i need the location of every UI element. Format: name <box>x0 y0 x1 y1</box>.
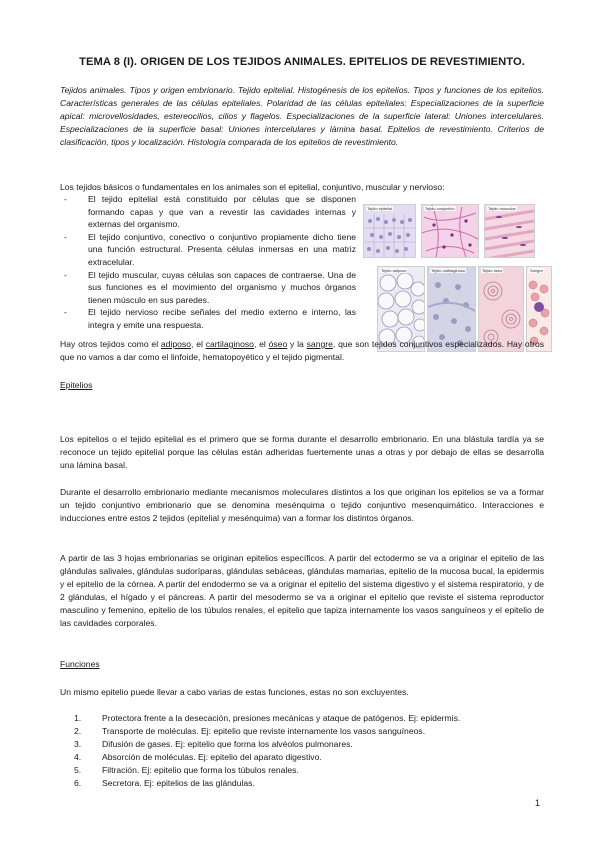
funciones-paragraph: Un mismo epitelio puede llevar a cabo varias de estas funciones, estas no son excluyentes. <box>60 687 409 697</box>
list-item: - El tejido muscular, cuyas células son capaces de contraerse. Una de sus funciones es el movimiento del organismo y muchos órganos tienen músculo en sus paredes. <box>64 269 356 305</box>
page-number: 1 <box>535 798 541 808</box>
list-item: 2. Transporte de moléculas. Ej: epitelio que reviste internamente los vasos sanguíneos. <box>74 726 426 737</box>
list-item: - El tejido nervioso recibe señales del medio externo e interno, las integra y emite una respuesta. <box>64 307 356 330</box>
micrograph-epitelial: Tejido epitelial <box>363 204 416 258</box>
list-item: - El tejido conjuntivo, conectivo o conjuntivo propiamente dicho tiene una función estructural. Presenta células inmersas en una matriz extracelular. <box>64 231 356 267</box>
heading-funciones: Funciones <box>60 659 100 669</box>
micrograph-sangre: Sangre <box>526 266 552 352</box>
document-title: TEMA 8 (I). ORIGEN DE LOS TEJIDOS ANIMALES. EPITELIOS DE REVESTIMIENTO. <box>79 56 525 68</box>
micrograph-oseo: Tejido óseo <box>478 266 524 352</box>
list-item: 3. Difusión de gases. Ej: epitelio que forma los alvéolos pulmonares. <box>74 739 353 750</box>
list-item: 4. Absorción de moléculas. Ej: epitelio del aparato digestivo. <box>74 752 322 763</box>
term-sangre: sangre <box>306 339 333 349</box>
micrograph-muscular: Tejido muscular <box>484 204 535 258</box>
list-item: 6. Secretora. Ej: epitelios de las glándulas. <box>74 778 255 789</box>
heading-epitelios: Epitelios <box>60 380 93 390</box>
specialized-tissues-paragraph: Hay otros tejidos como el adiposo, el cartilaginoso, el óseo y la sangre, que son tejidos conjuntivos especializados. Hay otros que no vamos a dar como el linfoide, hematopoyético y el tejido pigmental. <box>60 339 545 362</box>
functions-list <box>74 712 534 791</box>
list-item: 5. Filtración. Ej: epitelio que forma los túbulos renales. <box>74 765 299 776</box>
epitelios-paragraph-3: A partir de las 3 hojas embrionarias se originan epitelios específicos. A partir del ectodermo se va a originar el epitelio de las glándulas salivales, glándulas sudoríparas, glándulas sebáceas, glándulas mamarias, epitelio de la mucosa bucal, la epidermis y el epitelio de la córnea. A partir del endodermo se va a originar el epitelio del sistema digestivo y el sistema respiratorio, y de 2 glándulas, el hígado y el páncreas. A partir del mesodermo se va a originar el epitelio que reviste el sistema reproductor masculino y femenino, epitelio de los túbulos renales, el epitelio que tapiza internamente los vasos sanguíneos y el epitelio de las cavidades corporales. <box>60 553 544 628</box>
basic-tissues-lead: Los tejidos básicos o fundamentales en los animales son el epitelial, conjuntivo, muscular y nervioso: <box>60 182 445 192</box>
epitelios-paragraph-1: Los epitelios o el tejido epitelial es el primero que se forma durante el desarrollo embrionario. En una blástula tardía ya se reconoce un tejido epitelial porque las células están adheridas fuertemente unas a otras y por debajo de ellas se desarrolla una lámina basal. <box>60 434 544 470</box>
list-item: - El tejido epitelial está constituido por células que se disponen formando capas y que van a revestir las cavidades internas y externas del organismo. <box>64 194 356 230</box>
micrograph-nervioso-spacer <box>540 204 548 256</box>
term-adiposo: adiposo <box>160 339 192 349</box>
tissue-micrographs-figure <box>363 200 548 350</box>
topic-summary: Tejidos animales. Tipos y origen embrionario. Tejido epitelial. Histogénesis de los epitelios. Tipos y funciones de los epitelios. Características generales de las células epiteliales. Polaridad de las células epiteliales: Especializaciones de la superficie apical: microvellosidades, estereocilios, cilios y flagelos. Especializaciones de la superficie lateral: Uniones intercelulares. Especializaciones de la superficie basal: Uniones intercelulares y lámina basal. Epitelios de revestimiento. Criterios de clasificación, tipos y localización. Histología comparada de los epitelios de revestimiento. <box>60 85 544 147</box>
term-cartilaginoso: cartilaginoso <box>205 339 254 349</box>
term-oseo: óseo <box>268 339 288 349</box>
basic-tissues-list <box>60 193 356 332</box>
list-item: 1. Protectora frente a la desecación, presiones mecánicas y ataque de patógenos. Ej: epidermis. <box>74 713 461 723</box>
epitelios-paragraph-2: Durante el desarrollo embrionario mediante mecanismos moleculares distintos a los que originan los epitelios se va a formar un tejido conjuntivo embrionario que se denomina mesénquima o tejido conjuntivo mesenquimático. Interacciones e inducciones entre estos 2 tejidos (epitelial y mesénquima) van a formar los distintos órganos. <box>60 487 544 523</box>
micrograph-cartilaginoso: Tejido cartilaginoso <box>427 266 476 352</box>
micrograph-conjuntivo: Tejido conjuntivo <box>421 204 479 258</box>
micrograph-adiposo: Tejido adiposo <box>377 266 425 352</box>
